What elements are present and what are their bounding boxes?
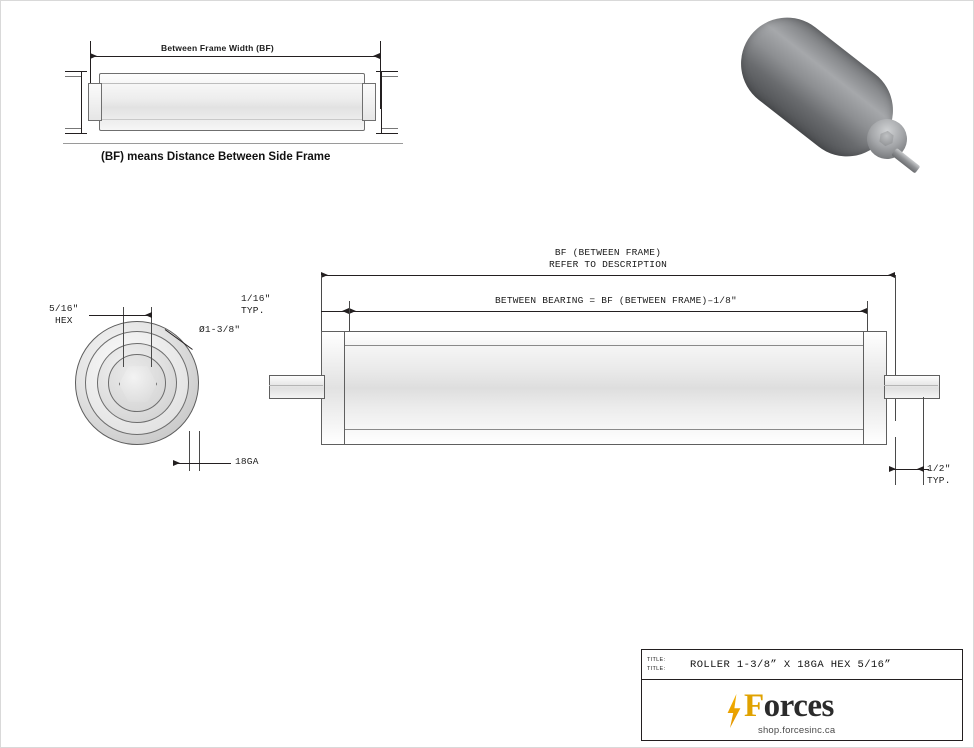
detail-baseline [63, 143, 403, 144]
gauge-extension-line-a [189, 431, 190, 471]
detail-endcap-right [362, 83, 376, 121]
side-view-shaft-left [269, 375, 325, 399]
bf-frame-arrow-right [888, 272, 895, 278]
detail-tube-highlight [100, 83, 362, 84]
title-block-key-line2: TITLE: [647, 666, 666, 672]
iso-shaft [891, 148, 920, 174]
right-typ-arrow-left [889, 466, 896, 472]
side-view-tube-bottom-seam [321, 429, 885, 430]
side-frame-right-bottom-flange [376, 133, 398, 134]
gauge-arrow-left [173, 460, 180, 466]
side-frame-right-top-lip [382, 76, 398, 77]
between-bearing-arrow-left [349, 308, 356, 314]
title-block-key-line1: TITLE: [647, 657, 666, 663]
bf-arrow-right [373, 53, 380, 59]
side-frame-right-web [381, 71, 382, 133]
side-view-tube [321, 331, 887, 445]
side-view-tube-top-seam [321, 345, 885, 346]
right-typ-label-line2: TYP. [927, 475, 951, 486]
between-frame-caption: (BF) means Distance Between Side Frame [101, 151, 331, 163]
right-typ-label-line1: 1/2" [927, 463, 951, 474]
left-typ-label-line1: 1/16" [241, 293, 271, 304]
roller-end-view [49, 301, 273, 501]
side-frame-left-bottom-flange [65, 133, 87, 134]
brand-wordmark [744, 688, 834, 725]
title-block-part-title: ROLLER 1-3/8” X 18GA HEX 5/16” [690, 659, 892, 671]
hex-extension-line-left [123, 307, 124, 367]
between-bearing-dimension-line [349, 311, 867, 312]
gauge-label: 18GA [235, 456, 259, 467]
lightning-bolt-icon [724, 694, 744, 728]
left-gap-arrow [342, 308, 349, 314]
side-frame-left-top-flange [65, 71, 87, 72]
bf-arrow-left [90, 53, 97, 59]
bf-frame-label-line1: BF (BETWEEN FRAME) [554, 247, 662, 258]
bf-dimension-label: Between Frame Width (BF) [161, 43, 274, 53]
side-frame-right-top-flange [376, 71, 398, 72]
detail-tube-shadow [100, 119, 362, 120]
title-block [641, 649, 963, 741]
bf-frame-dimension-line [321, 275, 895, 276]
left-typ-label-line2: TYP. [241, 305, 265, 316]
hex-word-label: HEX [55, 315, 73, 326]
shaft-left-centerline [269, 385, 323, 386]
brand-wordmark-initial: F [744, 688, 764, 724]
detail-endcap-left [88, 83, 102, 121]
brand-wordmark-rest: orces [763, 688, 834, 724]
side-view-shaft-right [884, 375, 940, 399]
side-frame-left-bottom-lip [65, 128, 81, 129]
gauge-extension-line-b [199, 431, 200, 471]
bf-frame-ext-right [895, 275, 896, 421]
hex-dimension-line [89, 315, 151, 316]
between-bearing-arrow-right [860, 308, 867, 314]
side-frame-right-bottom-lip [382, 128, 398, 129]
right-typ-ext-a [895, 437, 896, 485]
roller-iso-render [719, 19, 951, 179]
bf-frame-label-line2: REFER TO DESCRIPTION [548, 259, 668, 270]
hex-size-label: 5/16" [49, 303, 79, 314]
side-frame-left-top-lip [65, 76, 81, 77]
bf-frame-arrow-left [321, 272, 328, 278]
detail-roller-tube [99, 73, 365, 131]
brand-url: shop.forcesinc.ca [758, 725, 836, 736]
gauge-dimension-line [173, 463, 231, 464]
title-block-logo-row [642, 680, 962, 740]
title-block-title-row [642, 650, 962, 680]
between-bearing-label: BETWEEN BEARING = BF (BETWEEN FRAME)–1/8" [423, 295, 809, 306]
side-frame-left-web [81, 71, 82, 133]
bf-dimension-line [90, 56, 380, 57]
hex-dimension-arrow [145, 312, 152, 318]
diameter-label: Ø1-3/8" [199, 324, 241, 335]
shaft-right-centerline [884, 385, 938, 386]
between-frame-detail-view [51, 23, 431, 193]
right-typ-arrow-right [917, 466, 924, 472]
